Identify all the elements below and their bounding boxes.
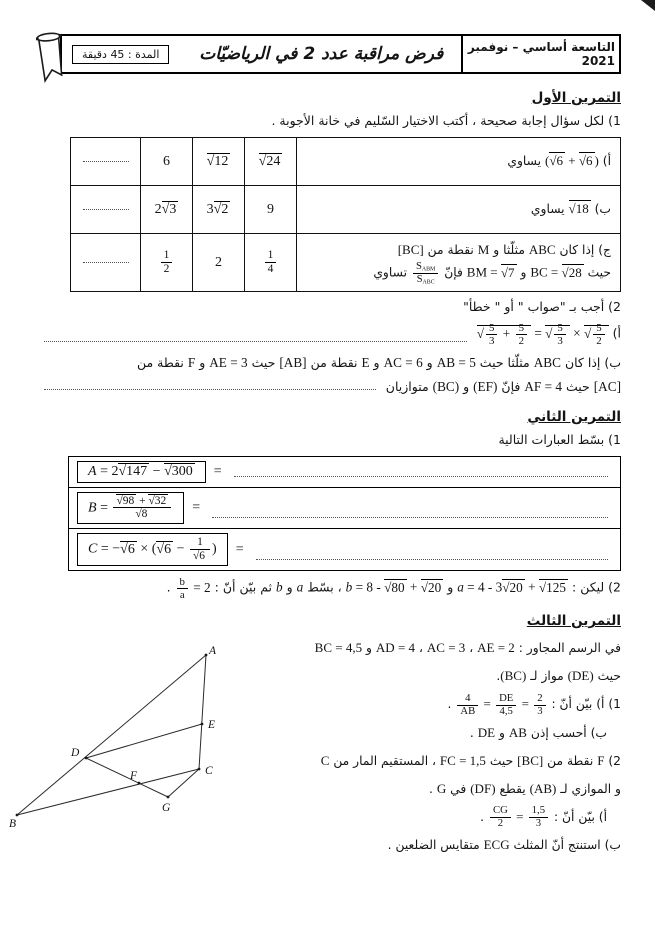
ex3-line-6: و الموازي لـ (AB) يقطع (DF) في G . [429, 780, 621, 796]
answer-cell [71, 234, 141, 292]
answer-dots [83, 161, 129, 162]
answer-cell [71, 186, 141, 234]
ex3-line-4: ب) أحسب إذن AB و DE . [469, 724, 607, 740]
equals-sign: = [235, 541, 244, 557]
table-row [71, 138, 621, 186]
ex3-line-3: 1) أ) بيّن أنّ : $\frac{4}{AB}$ = $\frac{DE}{4,5}$ = $\frac{2}{3}$ . [447, 691, 621, 717]
option-cell: √ 24 [245, 138, 297, 186]
answer-dots [212, 517, 608, 518]
question-cell: ج) إذا كان ABC مثلّثا و M نقطة من [BC] حيث BC = √ 28 و BM = √ 7 فإنّ SABM SABC تساوي [297, 234, 621, 292]
answer-dots [44, 341, 467, 342]
point-label-B: B [9, 818, 17, 831]
ex3-line-5: 2) F نقطة من [BC] حيث FC = 1,5 ، المستقيم المار من C [320, 752, 621, 768]
simplify-row-c [69, 529, 620, 570]
answers-table [70, 137, 621, 292]
expression-c: C = − √ 6 × ( √ 6 − 1 √ 6 ) [77, 533, 228, 566]
point-label-C: C [205, 765, 213, 778]
q2b-line2 [34, 379, 621, 395]
q2a-line [34, 322, 621, 347]
q2a-statement: أ) √ $\frac{5}{3}$ + $\frac{5}{2}$ = √ $\frac{5}{3}$ × √ $\frac{5}{2}$ [477, 322, 621, 347]
point-label-D: D [71, 747, 80, 760]
expression-a: A = 2 √ 147 − √ 300 [77, 461, 206, 483]
exercise-1-heading: التمرين الأول [531, 90, 621, 106]
ex3-text-column [244, 633, 621, 858]
answer-dots [234, 476, 608, 477]
class-date-label: التاسعة أساسي – نوفمبر 2021 [461, 36, 619, 72]
option-cell: 3 √ 2 [193, 186, 245, 234]
equals-sign: = [213, 463, 222, 479]
q2-instruction: 2) أجب بـ "صواب " أو " خطأ" [463, 299, 621, 314]
scroll-banner-decoration [36, 30, 66, 96]
answer-cell [71, 138, 141, 186]
option-cell: 6 [141, 138, 193, 186]
exercise-3-body [9, 633, 621, 858]
simplify-row-a [69, 457, 620, 488]
table-row [71, 186, 621, 234]
ex3-line-1: في الرسم المجاور : AE = 2 ، AC = 3 ، AD = 4 و BC = 4,5 [314, 640, 621, 656]
point-label-E: E [208, 719, 216, 732]
answer-dots [256, 559, 608, 560]
question-cell: ب) √ 18 يساوي [297, 186, 621, 234]
equals-sign: = [192, 499, 201, 515]
option-cell: 2 √ 3 [141, 186, 193, 234]
exam-title: فرض مراقبة عدد 2 في الرياضيّات [199, 44, 444, 64]
duration-box [72, 36, 169, 72]
simplify-row-b [69, 488, 620, 530]
option-cell: 2 [193, 234, 245, 292]
option-cell: $\frac{1}{4}$ [245, 234, 297, 292]
simplify-instruction: 1) بسّط العبارات التالية [498, 431, 621, 447]
exam-header [60, 34, 621, 74]
answer-dots [83, 209, 129, 210]
ex3-line-7: أ) بيّن أنّ : $\frac{CG}{2}$ = $\frac{1,5}{3}$ . [480, 804, 607, 830]
point-label-A: A [209, 645, 217, 658]
question-cell: أ) ( √ 6 + √ 6 ) يساوي [297, 138, 621, 186]
ex3-line-2: حيث (DE) مواز لـ (BC). [496, 668, 621, 684]
geometry-figure [9, 633, 244, 858]
option-cell: $\frac{1}{2}$ [141, 234, 193, 292]
option-cell: √ 12 [193, 138, 245, 186]
exercise-3-heading: التمرين الثالث [526, 613, 621, 630]
duration-label: المدة : 45 دقيقة [72, 45, 169, 64]
simplify-box [68, 456, 621, 571]
q2b-statement: [AC] حيث AF = 4 فإنّ (EF) و (BC) متوازيان [385, 378, 621, 394]
answer-dots [44, 389, 376, 390]
exercise-2-heading: التمرين الثاني [527, 408, 621, 425]
scroll-icon [36, 30, 66, 92]
triangle-diagram [9, 643, 244, 848]
expression-b: B = √ 98 + √ 32 √ 8 [77, 492, 184, 525]
q2b-line1: ب) إذا كان ABC مثلّثا حيث AB = 5 و AC = 6 و E نقطة من [AB] حيث AE = 3 و F نقطة من [136, 355, 621, 371]
q1-instruction: 1) لكل سؤال إجابة صحيحة ، أكتب الاختيار السّليم في خانة الأجوبة . [271, 113, 621, 128]
answer-dots [83, 262, 129, 263]
ex2-question-2: 2) ليكن : a = 4 - 3 √ 20 + √ 125 و b = 8 - √ 80 + √ 20 ، بسّط a و b ثم بيّن أنّ : $\frac{b}{a}$ = 2 . [34, 576, 621, 601]
table-row [71, 234, 621, 292]
point-label-G: G [162, 802, 171, 815]
option-cell: 9 [245, 186, 297, 234]
ex3-line-8: ب) استنتج أنّ المثلث ECG متقايس الضلعين . [387, 837, 621, 853]
point-label-F: F [130, 770, 138, 783]
